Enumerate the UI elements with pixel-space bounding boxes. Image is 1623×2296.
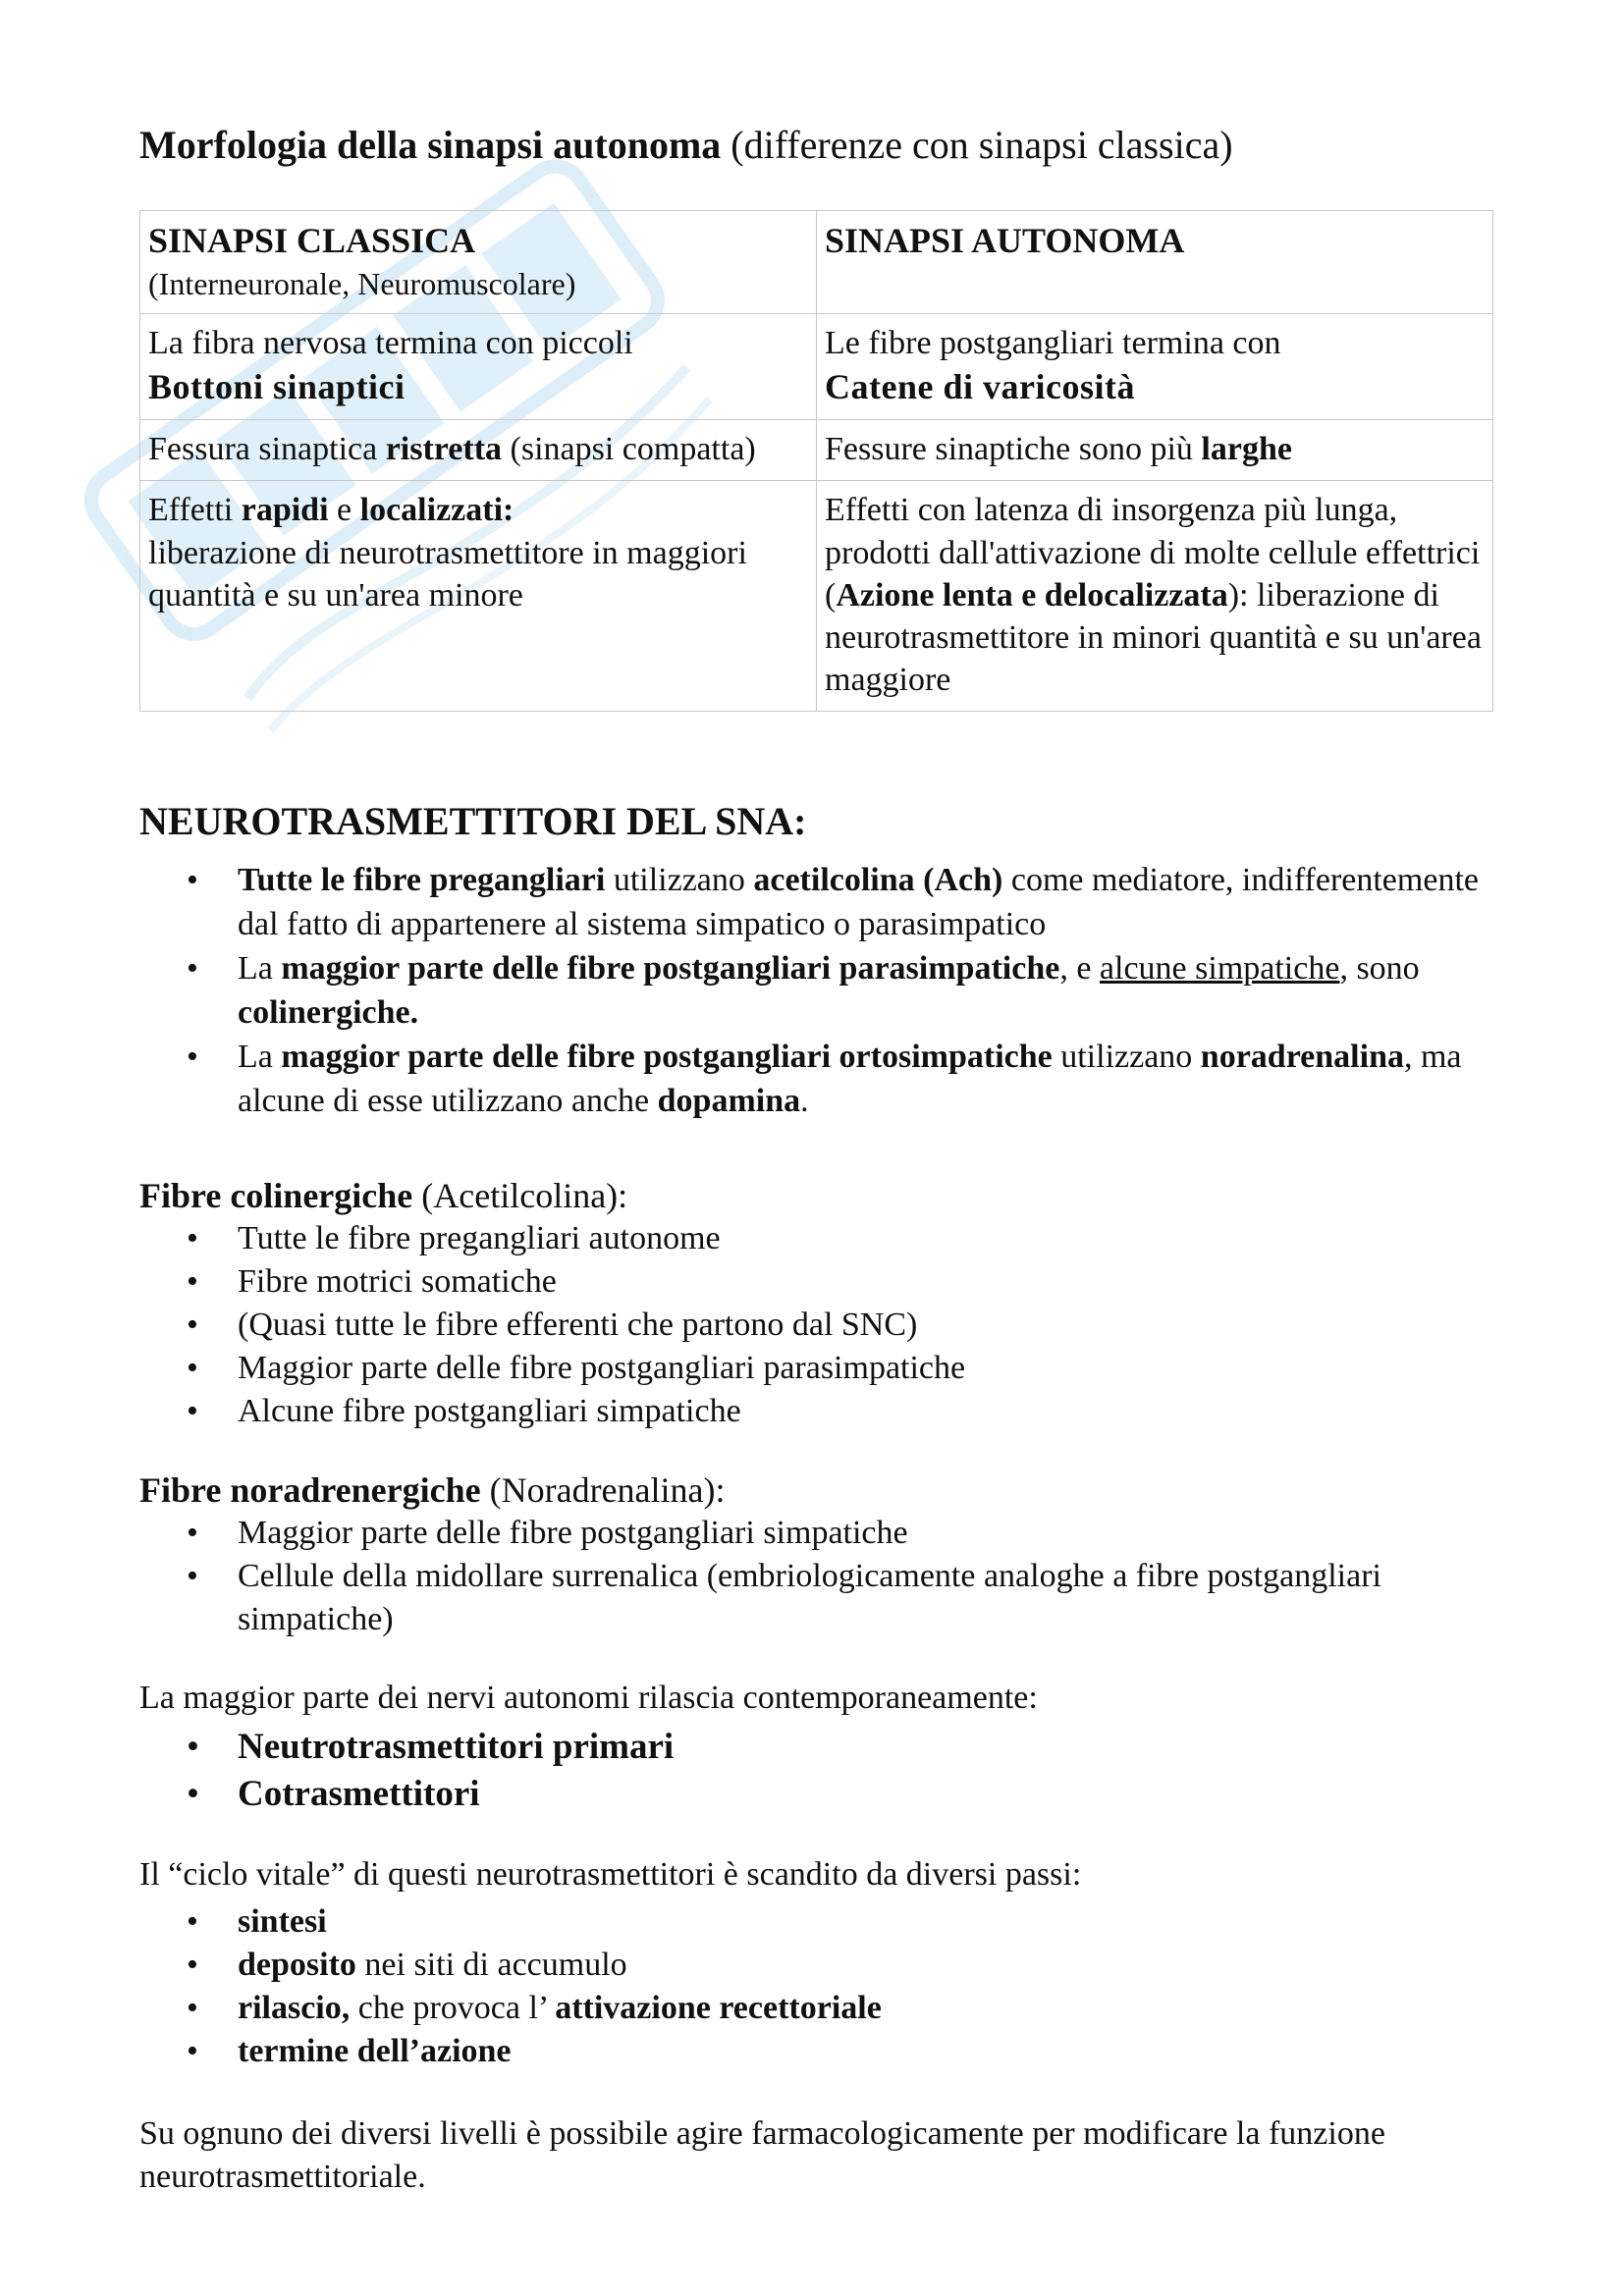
table-cell: [817, 481, 1493, 712]
title-bold: Morfologia della sinapsi autonoma: [139, 123, 722, 167]
item-text: Maggior parte delle fibre postgangliari parasimpatiche: [238, 1350, 966, 1387]
bullet-icon: •: [187, 1558, 198, 1595]
list-item: [139, 1771, 1494, 1818]
bullet-icon: •: [187, 1220, 198, 1257]
table-cell: [817, 420, 1493, 481]
item-text: Fibre motrici somatiche: [238, 1263, 557, 1301]
col1-subheader: (Interneuronale, Neuromuscolare): [148, 265, 576, 301]
table-cell: [140, 420, 817, 481]
list-item: [139, 1944, 1494, 1987]
cell-text: (sinapsi compatta): [502, 431, 756, 468]
cell-emphasis: larghe: [1201, 431, 1292, 468]
table-row: [140, 314, 1493, 420]
item-bold: maggior parte delle fibre postgangliari ortosimpatiche: [281, 1039, 1053, 1076]
item-text: .: [800, 1083, 809, 1120]
list-item: [139, 1035, 1494, 1123]
item-text: Tutte le fibre pregangliari autonome: [238, 1220, 721, 1257]
table-cell: [140, 314, 817, 420]
cell-text: Fessura sinaptica: [148, 431, 386, 468]
table-cell: [140, 481, 817, 712]
list-item: [139, 1390, 1494, 1433]
heading-normal: (Acetilcolina):: [412, 1176, 628, 1216]
list-item: [139, 1260, 1494, 1304]
item-text: , ma alcune di esse utilizzano anche: [238, 1039, 1462, 1120]
cell-emphasis: Azione lenta e delocalizzata: [836, 576, 1228, 614]
bullet-icon: •: [187, 1903, 198, 1941]
table-row: [140, 420, 1493, 481]
bullet-icon: •: [187, 1947, 198, 1984]
item-bold: Tutte le fibre pregangliari: [238, 862, 606, 899]
bullet-icon: •: [187, 1263, 198, 1301]
item-bold: attivazione recettoriale: [555, 1990, 882, 2027]
list-item: [139, 1217, 1494, 1260]
item-bold: Neutrotrasmettitori primari: [238, 1727, 675, 1768]
cell-text: Effetti con latenza di insorgenza più lunga, prodotti dall'attivazione di molte cellule effettrici (: [825, 492, 1481, 614]
heading-bold: Fibre colinergiche: [139, 1176, 413, 1216]
item-bold: rilascio,: [238, 1990, 351, 2027]
cell-emphasis: Bottoni sinaptici: [148, 366, 406, 406]
bullet-icon: •: [187, 1990, 198, 2027]
cell-emphasis: Catene di varicosità: [825, 366, 1135, 406]
item-text: Cellule della midollare surrenalica (embriologicamente analoghe a fibre postgangliari simpatiche): [238, 1558, 1381, 1638]
item-bold: maggior parte delle fibre postgangliari parasimpatiche: [281, 950, 1060, 988]
cell-text: Effetti: [148, 492, 242, 529]
item-bold: dopamina: [657, 1083, 801, 1120]
cell-text: La fibra nervosa termina con piccoli: [148, 325, 633, 362]
cotrasmissione-intro: La maggior parte dei nervi autonomi rilascia contemporaneamente:: [139, 1680, 1038, 1717]
heading-bold: Fibre noradrenergiche: [139, 1470, 481, 1511]
cell-text: e: [328, 492, 360, 529]
item-bold: colinergiche.: [238, 994, 419, 1032]
item-bold: noradrenalina: [1200, 1039, 1404, 1076]
item-text: La: [238, 950, 282, 988]
list-item: [139, 946, 1494, 1035]
section-heading-sna: NEUROTRASMETTITORI DEL SNA:: [139, 799, 807, 844]
title-normal: (differenze con sinapsi classica): [721, 123, 1233, 167]
table-cell: [817, 211, 1493, 314]
list-item: [139, 858, 1494, 946]
item-bold: acetilcolina (Ach): [753, 862, 1003, 899]
bullet-icon: •: [187, 1307, 198, 1344]
item-bold: Cotrasmettitori: [238, 1774, 480, 1815]
bullet-icon: •: [187, 1393, 198, 1430]
item-bold: deposito: [238, 1947, 356, 1984]
col2-header: SINAPSI AUTONOMA: [825, 221, 1185, 260]
item-text: , e: [1059, 950, 1100, 988]
list-item: [139, 1304, 1494, 1347]
noradrenergiche-list: [139, 1512, 1494, 1641]
bullet-icon: •: [187, 1515, 198, 1552]
sna-list: [139, 858, 1494, 1123]
item-text: nei siti di accumulo: [355, 1947, 627, 1984]
table-cell: [140, 211, 817, 314]
bullet-icon: •: [187, 1774, 199, 1815]
list-item: [139, 1900, 1494, 1944]
cell-text: Le fibre postgangliari termina con: [825, 325, 1281, 362]
bullet-icon: •: [187, 1039, 198, 1076]
table-row: [140, 481, 1493, 712]
cell-text: ): liberazione di neurotrasmettitore in minori quantità e su un'area maggiore: [825, 576, 1482, 699]
table-cell: [817, 314, 1493, 420]
item-bold: sintesi: [238, 1903, 327, 1941]
item-text: Maggior parte delle fibre postgangliari simpatiche: [238, 1515, 908, 1552]
cell-emphasis: ristretta: [385, 431, 503, 468]
cell-emphasis: rapidi: [241, 492, 329, 529]
list-item: [139, 1555, 1494, 1641]
item-text: La: [238, 1039, 282, 1076]
item-text: Alcune fibre postgangliari simpatiche: [238, 1393, 741, 1430]
cell-text: liberazione di neurotrasmettitore in maggiori quantità e su un'area minore: [148, 534, 747, 614]
table-row: [140, 211, 1493, 314]
item-text: che provoca l’: [350, 1990, 556, 2027]
item-bold: termine dell’azione: [238, 2033, 512, 2070]
comparison-table: [139, 210, 1493, 712]
item-text: utilizzano: [605, 862, 754, 899]
item-underline: alcune simpatiche: [1099, 950, 1340, 988]
col1-header: SINAPSI CLASSICA: [148, 221, 476, 260]
bullet-icon: •: [187, 2033, 198, 2070]
colinergiche-list: [139, 1217, 1494, 1433]
list-item: [139, 1724, 1494, 1771]
bullet-icon: •: [187, 1727, 199, 1768]
cotrasmissione-list: [139, 1724, 1494, 1818]
bullet-icon: •: [187, 862, 198, 899]
bullet-icon: •: [187, 1350, 198, 1387]
page-title: [139, 122, 1494, 169]
item-text: come mediatore, indifferentemente dal fatto di appartenere al sistema simpatico o parasimpatico: [238, 862, 1479, 943]
cell-text: Fessure sinaptiche sono più: [825, 431, 1202, 468]
list-item: [139, 2030, 1494, 2073]
bullet-icon: •: [187, 950, 198, 988]
list-item: [139, 1512, 1494, 1555]
item-text: , sono: [1339, 950, 1420, 988]
closing-paragraph: Su ognuno dei diversi livelli è possibile agire farmacologicamente per modificare la funzione neurotrasmettitoriale.: [139, 2115, 1385, 2196]
heading-normal: (Noradrenalina):: [480, 1470, 726, 1511]
list-item: [139, 1987, 1494, 2030]
list-item: [139, 1347, 1494, 1390]
item-text: utilizzano: [1052, 1039, 1201, 1076]
section-heading-noradrenergiche: [139, 1468, 1494, 1512]
item-text: (Quasi tutte le fibre efferenti che partono dal SNC): [238, 1307, 918, 1344]
section-heading-colinergiche: [139, 1174, 1494, 1217]
ciclo-intro: Il “ciclo vitale” di questi neurotrasmettitori è scandito da diversi passi:: [139, 1856, 1082, 1894]
cell-emphasis: localizzati:: [359, 492, 514, 529]
ciclo-list: [139, 1900, 1494, 2073]
main-content: [139, 122, 1494, 2203]
